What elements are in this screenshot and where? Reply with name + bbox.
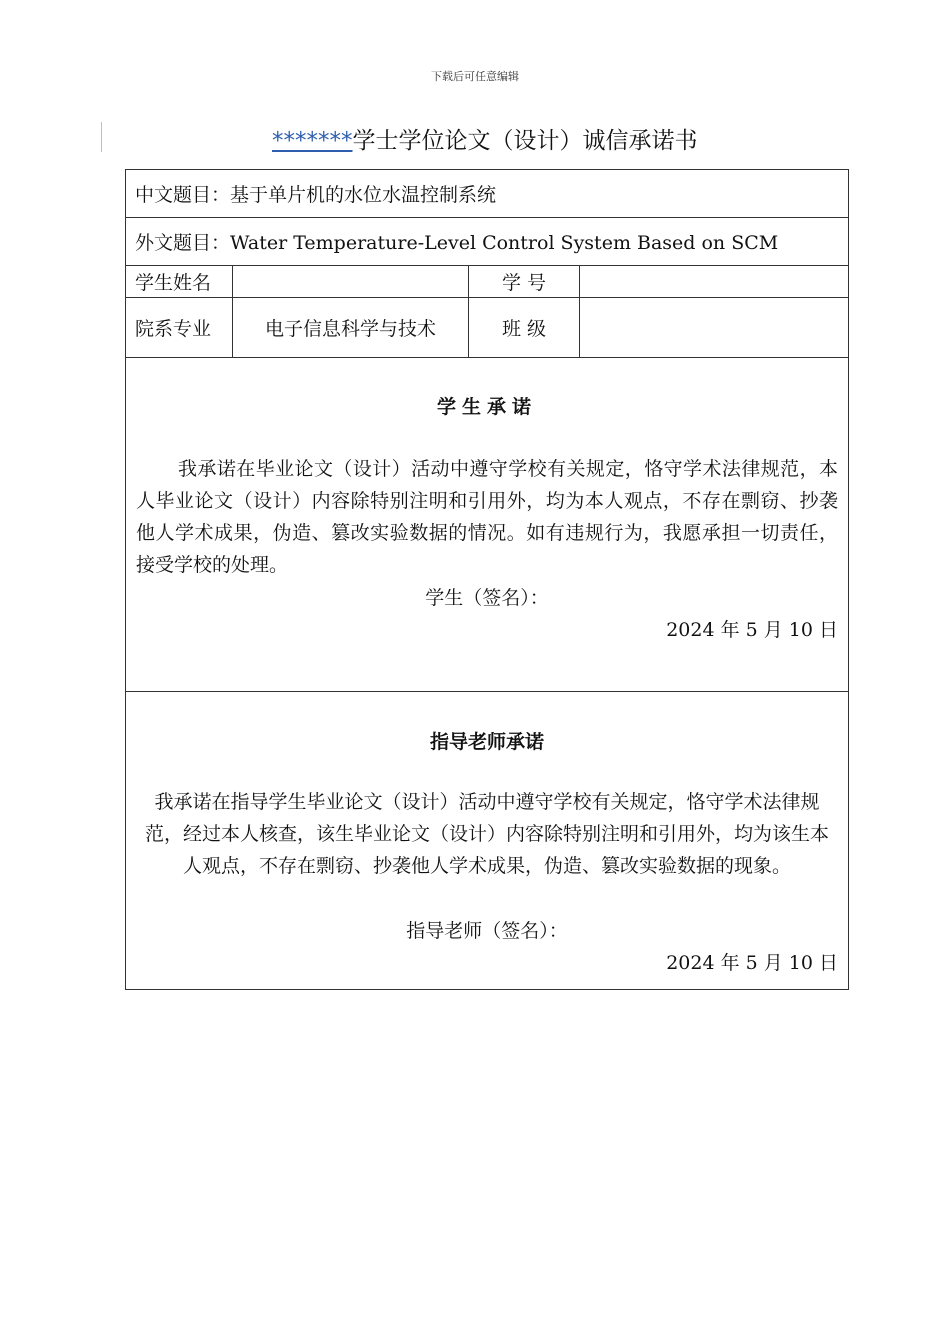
foreign-title-value: Water Temperature-Level Control System Based on SCM: [230, 232, 779, 254]
advisor-pledge-date: 2024 年 5 月 10 日: [666, 952, 839, 974]
advisor-pledge-body: 我承诺在指导学生毕业论文（设计）活动中遵守学校有关规定，恪守学术法律规范，经过本人核查，该生毕业论文（设计）内容除特别注明和引用外，均为该生本人观点，不存在剽窃、抄袭他人学术成果，伪造、篡改实验数据的现象。: [145, 791, 830, 877]
pledge-form-table: [125, 169, 849, 990]
advisor-pledge-heading: 指导老师承诺: [430, 731, 545, 753]
student-name-label: 学生姓名: [126, 266, 233, 298]
major-value: 电子信息科学与技术: [233, 298, 469, 358]
student-pledge-heading: 学生承诺: [437, 396, 538, 418]
advisor-pledge-section: [126, 692, 849, 990]
student-id-field[interactable]: [580, 266, 849, 298]
chinese-title-label: 中文题目：: [135, 184, 231, 206]
student-signature-label: 学生（签名）：: [425, 587, 549, 609]
chinese-title-cell: [126, 170, 849, 218]
student-name-field[interactable]: [233, 266, 469, 298]
student-pledge-body: 我承诺在毕业论文（设计）活动中遵守学校有关规定，恪守学术法律规范，本人毕业论文（设计）内容除特别注明和引用外，均为本人观点，不存在剽窃、抄袭他人学术成果，伪造、篡改实验数据的情况。如有违规行为，我愿承担一切责任，接受学校的处理。: [136, 458, 839, 576]
major-label: 院系专业: [126, 298, 233, 358]
class-label: 班 级: [469, 298, 580, 358]
advisor-signature-label: 指导老师（签名）：: [406, 920, 568, 942]
student-info-row: [126, 266, 849, 298]
advisor-pledge-row: [126, 692, 849, 990]
student-id-label: 学 号: [469, 266, 580, 298]
chinese-title-row: [126, 170, 849, 218]
title-text: 学士学位论文（设计）诚信承诺书: [352, 128, 698, 154]
school-name-placeholder: *******: [272, 128, 353, 154]
foreign-title-cell: [126, 218, 849, 266]
header-note: 下载后可任意编辑: [431, 70, 519, 83]
student-pledge-section: [126, 358, 849, 692]
margin-marker: [101, 122, 102, 152]
chinese-title-value: 基于单片机的水位水温控制系统: [230, 184, 497, 206]
foreign-title-label: 外文题目：: [135, 232, 231, 254]
page-title: [272, 122, 698, 155]
foreign-title-row: [126, 218, 849, 266]
major-row: [126, 298, 849, 358]
student-pledge-date: 2024 年 5 月 10 日: [666, 619, 839, 641]
student-pledge-row: [126, 358, 849, 692]
class-field[interactable]: [580, 298, 849, 358]
